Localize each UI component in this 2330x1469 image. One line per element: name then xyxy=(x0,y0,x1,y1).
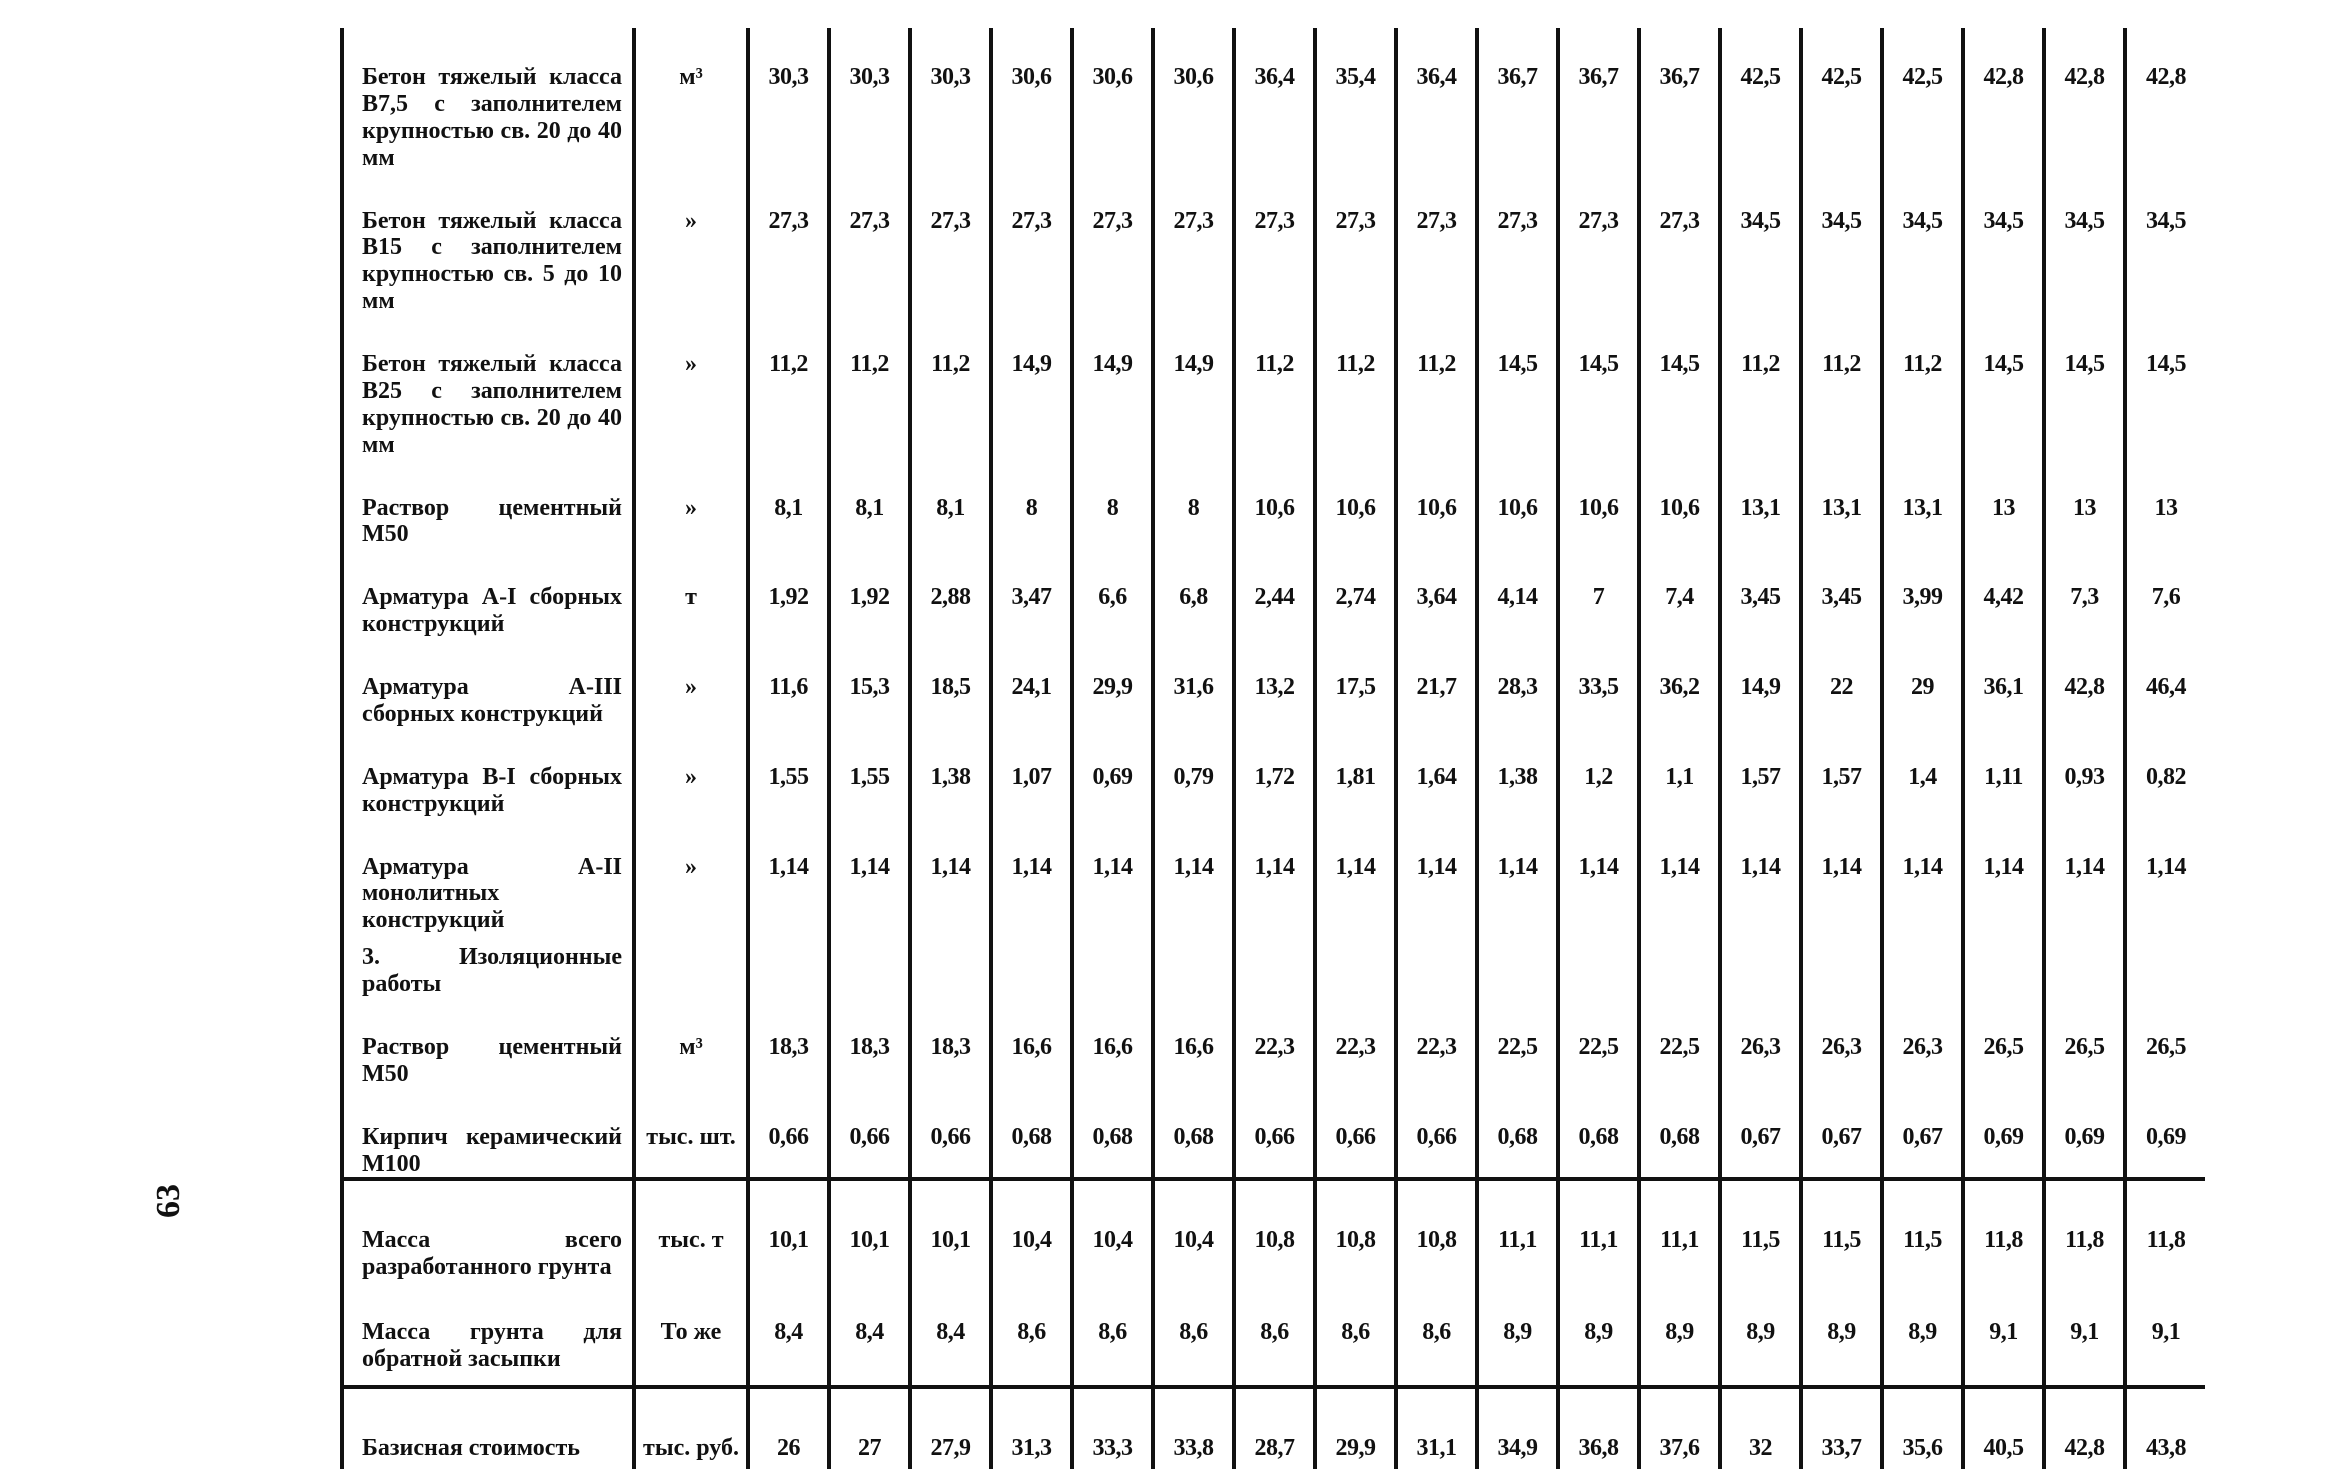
row-unit xyxy=(634,934,748,998)
value-cell: 11,2 xyxy=(1882,315,1963,459)
value-cell: 14,9 xyxy=(991,315,1072,459)
table-row xyxy=(342,1399,2205,1469)
value-cell: 0,66 xyxy=(910,1088,991,1180)
row-name: Арматура А-II монолитных конструкций xyxy=(342,818,634,935)
value-cell xyxy=(748,934,829,998)
value-cell: 14,9 xyxy=(1153,315,1234,459)
value-cell: 0,67 xyxy=(1720,1088,1801,1180)
value-cell: 11,2 xyxy=(1801,315,1882,459)
row-name: Кирпич керамический М100 xyxy=(342,1088,634,1180)
value-cell: 8 xyxy=(1072,459,1153,549)
value-cell: 1,14 xyxy=(1315,818,1396,935)
value-cell: 8,9 xyxy=(1882,1283,1963,1387)
value-cell: 22,5 xyxy=(1477,998,1558,1088)
value-cell: 1,38 xyxy=(1477,728,1558,818)
materials-table xyxy=(340,28,2205,1469)
value-cell: 22,5 xyxy=(1639,998,1720,1088)
value-cell: 27,3 xyxy=(1234,172,1315,316)
value-cell: 0,68 xyxy=(1153,1088,1234,1180)
value-cell: 4,42 xyxy=(1963,548,2044,638)
value-cell: 13,1 xyxy=(1801,459,1882,549)
table-row xyxy=(342,172,2205,316)
value-cell: 0,69 xyxy=(1072,728,1153,818)
value-cell: 13 xyxy=(1963,459,2044,549)
value-cell: 43,8 xyxy=(2125,1399,2205,1469)
value-cell: 8,6 xyxy=(1072,1283,1153,1387)
value-cell: 2,74 xyxy=(1315,548,1396,638)
value-cell: 7,6 xyxy=(2125,548,2205,638)
table-row xyxy=(342,459,2205,549)
value-cell: 26,3 xyxy=(1801,998,1882,1088)
value-cell: 6,8 xyxy=(1153,548,1234,638)
value-cell: 42,5 xyxy=(1882,28,1963,172)
value-cell: 1,14 xyxy=(829,818,910,935)
value-cell: 30,6 xyxy=(1153,28,1234,172)
value-cell: 1,14 xyxy=(1720,818,1801,935)
value-cell: 1,55 xyxy=(748,728,829,818)
value-cell: 22,3 xyxy=(1234,998,1315,1088)
value-cell: 22,3 xyxy=(1396,998,1477,1088)
row-name: Базисная стоимость xyxy=(342,1399,634,1469)
value-cell: 18,3 xyxy=(748,998,829,1088)
value-cell xyxy=(1639,934,1720,998)
value-cell: 7,3 xyxy=(2044,548,2125,638)
value-cell: 42,8 xyxy=(2044,1399,2125,1469)
value-cell: 1,92 xyxy=(748,548,829,638)
table-row xyxy=(342,1283,2205,1387)
value-cell: 14,9 xyxy=(1720,638,1801,728)
value-cell: 13 xyxy=(2125,459,2205,549)
value-cell: 26,5 xyxy=(2125,998,2205,1088)
value-cell: 26,5 xyxy=(1963,998,2044,1088)
row-name: Раствор цементный М50 xyxy=(342,998,634,1088)
value-cell: 27,3 xyxy=(829,172,910,316)
value-cell: 13 xyxy=(2044,459,2125,549)
value-cell: 30,3 xyxy=(829,28,910,172)
row-unit: тыс. шт. xyxy=(634,1088,748,1180)
row-unit: » xyxy=(634,728,748,818)
value-cell: 8,6 xyxy=(1234,1283,1315,1387)
value-cell: 10,1 xyxy=(829,1191,910,1283)
value-cell: 18,5 xyxy=(910,638,991,728)
value-cell: 30,6 xyxy=(991,28,1072,172)
value-cell: 8,1 xyxy=(829,459,910,549)
table-row xyxy=(342,28,2205,172)
value-cell: 0,66 xyxy=(829,1088,910,1180)
row-name: Арматура А-I сборных конструкций xyxy=(342,548,634,638)
value-cell: 0,69 xyxy=(2125,1088,2205,1180)
value-cell: 8,6 xyxy=(991,1283,1072,1387)
value-cell: 10,6 xyxy=(1234,459,1315,549)
value-cell: 1,14 xyxy=(2044,818,2125,935)
value-cell: 26,3 xyxy=(1882,998,1963,1088)
value-cell: 1,14 xyxy=(1153,818,1234,935)
value-cell: 1,72 xyxy=(1234,728,1315,818)
value-cell: 34,5 xyxy=(1720,172,1801,316)
value-cell: 10,1 xyxy=(910,1191,991,1283)
value-cell: 1,57 xyxy=(1720,728,1801,818)
value-cell: 8,4 xyxy=(748,1283,829,1387)
value-cell: 0,67 xyxy=(1801,1088,1882,1180)
value-cell: 0,93 xyxy=(2044,728,2125,818)
value-cell: 13,2 xyxy=(1234,638,1315,728)
value-cell: 1,14 xyxy=(1963,818,2044,935)
value-cell: 1,14 xyxy=(1801,818,1882,935)
value-cell: 26 xyxy=(748,1399,829,1469)
value-cell: 0,69 xyxy=(2044,1088,2125,1180)
value-cell xyxy=(1477,934,1558,998)
row-name: Арматура А-III сборных конструкций xyxy=(342,638,634,728)
value-cell: 14,5 xyxy=(2125,315,2205,459)
value-cell: 1,55 xyxy=(829,728,910,818)
value-cell: 8,6 xyxy=(1396,1283,1477,1387)
value-cell: 1,2 xyxy=(1558,728,1639,818)
value-cell: 6,6 xyxy=(1072,548,1153,638)
value-cell: 27,3 xyxy=(1558,172,1639,316)
value-cell: 3,47 xyxy=(991,548,1072,638)
value-cell: 36,1 xyxy=(1963,638,2044,728)
value-cell: 27,3 xyxy=(1315,172,1396,316)
value-cell: 1,64 xyxy=(1396,728,1477,818)
row-unit: » xyxy=(634,638,748,728)
value-cell: 10,4 xyxy=(1153,1191,1234,1283)
row-name: Масса всего разработанного грунта xyxy=(342,1191,634,1283)
value-cell: 34,5 xyxy=(2044,172,2125,316)
value-cell: 10,8 xyxy=(1315,1191,1396,1283)
value-cell: 31,6 xyxy=(1153,638,1234,728)
value-cell: 0,66 xyxy=(1315,1088,1396,1180)
value-cell: 24,1 xyxy=(991,638,1072,728)
value-cell: 3,64 xyxy=(1396,548,1477,638)
value-cell: 10,6 xyxy=(1477,459,1558,549)
value-cell: 1,81 xyxy=(1315,728,1396,818)
value-cell: 2,88 xyxy=(910,548,991,638)
value-cell xyxy=(1396,934,1477,998)
value-cell xyxy=(991,934,1072,998)
row-name: Раствор цементный М50 xyxy=(342,459,634,549)
value-cell: 28,3 xyxy=(1477,638,1558,728)
value-cell: 27,3 xyxy=(1072,172,1153,316)
row-unit: т xyxy=(634,548,748,638)
value-cell: 11,2 xyxy=(1234,315,1315,459)
row-name: Бетон тяжелый класса В7,5 с заполнителем крупностью св. 20 до 40 мм xyxy=(342,28,634,172)
value-cell: 11,8 xyxy=(2125,1191,2205,1283)
value-cell: 27,3 xyxy=(1639,172,1720,316)
value-cell xyxy=(1072,934,1153,998)
value-cell: 16,6 xyxy=(1153,998,1234,1088)
value-cell: 30,3 xyxy=(910,28,991,172)
value-cell: 46,4 xyxy=(2125,638,2205,728)
value-cell: 42,5 xyxy=(1720,28,1801,172)
value-cell: 1,11 xyxy=(1963,728,2044,818)
value-cell: 0,68 xyxy=(991,1088,1072,1180)
table-body xyxy=(342,28,2205,1469)
value-cell xyxy=(910,934,991,998)
page-number: 63 xyxy=(150,1184,187,1218)
value-cell: 8,4 xyxy=(829,1283,910,1387)
value-cell: 27,3 xyxy=(748,172,829,316)
value-cell: 42,8 xyxy=(2044,28,2125,172)
row-name: Бетон тяжелый класса В25 с заполнителем крупностью св. 20 до 40 мм xyxy=(342,315,634,459)
value-cell: 14,5 xyxy=(1477,315,1558,459)
value-cell: 22,5 xyxy=(1558,998,1639,1088)
value-cell: 0,82 xyxy=(2125,728,2205,818)
row-name: 3. Изоляционные работы xyxy=(342,934,634,998)
row-name: Бетон тяжелый класса В15 с заполнителем крупностью св. 5 до 10 мм xyxy=(342,172,634,316)
value-cell xyxy=(1720,934,1801,998)
value-cell: 1,14 xyxy=(1477,818,1558,935)
value-cell xyxy=(829,934,910,998)
value-cell: 36,4 xyxy=(1234,28,1315,172)
value-cell xyxy=(2125,934,2205,998)
value-cell: 40,5 xyxy=(1963,1399,2044,1469)
value-cell: 0,69 xyxy=(1963,1088,2044,1180)
group-separator xyxy=(342,1387,2205,1399)
value-cell: 8 xyxy=(1153,459,1234,549)
value-cell: 1,14 xyxy=(1558,818,1639,935)
value-cell: 33,3 xyxy=(1072,1399,1153,1469)
value-cell xyxy=(1801,934,1882,998)
value-cell: 10,6 xyxy=(1315,459,1396,549)
row-name: Масса грунта для обратной засыпки xyxy=(342,1283,634,1387)
value-cell: 10,8 xyxy=(1396,1191,1477,1283)
value-cell: 11,5 xyxy=(1801,1191,1882,1283)
value-cell: 27,3 xyxy=(1153,172,1234,316)
value-cell: 10,4 xyxy=(1072,1191,1153,1283)
value-cell: 27,9 xyxy=(910,1399,991,1469)
table-row xyxy=(342,315,2205,459)
value-cell: 1,92 xyxy=(829,548,910,638)
value-cell: 11,6 xyxy=(748,638,829,728)
value-cell: 1,57 xyxy=(1801,728,1882,818)
value-cell: 34,5 xyxy=(1963,172,2044,316)
value-cell: 31,3 xyxy=(991,1399,1072,1469)
value-cell: 0,79 xyxy=(1153,728,1234,818)
value-cell: 11,5 xyxy=(1882,1191,1963,1283)
value-cell: 30,3 xyxy=(748,28,829,172)
value-cell: 37,6 xyxy=(1639,1399,1720,1469)
value-cell: 32 xyxy=(1720,1399,1801,1469)
value-cell: 34,5 xyxy=(1882,172,1963,316)
value-cell: 11,8 xyxy=(2044,1191,2125,1283)
value-cell: 7,4 xyxy=(1639,548,1720,638)
value-cell: 0,66 xyxy=(1396,1088,1477,1180)
value-cell: 33,8 xyxy=(1153,1399,1234,1469)
value-cell: 18,3 xyxy=(829,998,910,1088)
value-cell: 11,2 xyxy=(1315,315,1396,459)
value-cell: 15,3 xyxy=(829,638,910,728)
value-cell: 14,9 xyxy=(1072,315,1153,459)
value-cell: 8,4 xyxy=(910,1283,991,1387)
value-cell: 0,68 xyxy=(1072,1088,1153,1180)
value-cell: 1,14 xyxy=(1882,818,1963,935)
value-cell: 3,45 xyxy=(1801,548,1882,638)
value-cell: 36,7 xyxy=(1558,28,1639,172)
row-unit: » xyxy=(634,459,748,549)
value-cell: 1,14 xyxy=(1396,818,1477,935)
value-cell: 22,3 xyxy=(1315,998,1396,1088)
value-cell: 27,3 xyxy=(1396,172,1477,316)
value-cell: 28,7 xyxy=(1234,1399,1315,1469)
value-cell: 42,8 xyxy=(2125,28,2205,172)
value-cell xyxy=(1315,934,1396,998)
value-cell: 16,6 xyxy=(991,998,1072,1088)
value-cell: 42,8 xyxy=(2044,638,2125,728)
value-cell: 1,14 xyxy=(2125,818,2205,935)
value-cell: 8,6 xyxy=(1153,1283,1234,1387)
row-unit: м³ xyxy=(634,28,748,172)
value-cell: 26,5 xyxy=(2044,998,2125,1088)
row-unit: » xyxy=(634,172,748,316)
value-cell: 11,2 xyxy=(1396,315,1477,459)
value-cell: 42,8 xyxy=(1963,28,2044,172)
value-cell: 34,5 xyxy=(2125,172,2205,316)
value-cell: 21,7 xyxy=(1396,638,1477,728)
value-cell: 9,1 xyxy=(1963,1283,2044,1387)
value-cell: 1,14 xyxy=(1234,818,1315,935)
value-cell: 10,4 xyxy=(991,1191,1072,1283)
value-cell: 36,7 xyxy=(1477,28,1558,172)
value-cell: 34,5 xyxy=(1801,172,1882,316)
value-cell: 36,2 xyxy=(1639,638,1720,728)
row-name: Арматура В-I сборных конструкций xyxy=(342,728,634,818)
value-cell: 0,66 xyxy=(1234,1088,1315,1180)
value-cell: 42,5 xyxy=(1801,28,1882,172)
value-cell: 36,8 xyxy=(1558,1399,1639,1469)
value-cell: 9,1 xyxy=(2044,1283,2125,1387)
value-cell: 1,14 xyxy=(910,818,991,935)
value-cell: 13,1 xyxy=(1720,459,1801,549)
value-cell: 14,5 xyxy=(1639,315,1720,459)
table-row xyxy=(342,548,2205,638)
value-cell: 29,9 xyxy=(1072,638,1153,728)
value-cell: 8,9 xyxy=(1558,1283,1639,1387)
table-row xyxy=(342,638,2205,728)
value-cell: 18,3 xyxy=(910,998,991,1088)
value-cell: 2,44 xyxy=(1234,548,1315,638)
value-cell: 29,9 xyxy=(1315,1399,1396,1469)
value-cell: 8,9 xyxy=(1801,1283,1882,1387)
value-cell: 10,6 xyxy=(1558,459,1639,549)
value-cell: 22 xyxy=(1801,638,1882,728)
value-cell: 11,1 xyxy=(1639,1191,1720,1283)
value-cell: 16,6 xyxy=(1072,998,1153,1088)
value-cell: 10,6 xyxy=(1639,459,1720,549)
value-cell: 11,2 xyxy=(910,315,991,459)
value-cell: 14,5 xyxy=(2044,315,2125,459)
value-cell: 1,14 xyxy=(991,818,1072,935)
row-unit: » xyxy=(634,315,748,459)
row-unit: тыс. т xyxy=(634,1191,748,1283)
value-cell xyxy=(1882,934,1963,998)
value-cell xyxy=(2044,934,2125,998)
value-cell: 33,7 xyxy=(1801,1399,1882,1469)
value-cell: 7 xyxy=(1558,548,1639,638)
table-row xyxy=(342,1191,2205,1283)
value-cell: 1,1 xyxy=(1639,728,1720,818)
value-cell: 17,5 xyxy=(1315,638,1396,728)
value-cell: 8,9 xyxy=(1477,1283,1558,1387)
value-cell: 14,5 xyxy=(1963,315,2044,459)
value-cell: 1,38 xyxy=(910,728,991,818)
value-cell: 8 xyxy=(991,459,1072,549)
value-cell xyxy=(1234,934,1315,998)
value-cell: 36,7 xyxy=(1639,28,1720,172)
value-cell: 1,4 xyxy=(1882,728,1963,818)
value-cell: 35,6 xyxy=(1882,1399,1963,1469)
value-cell: 35,4 xyxy=(1315,28,1396,172)
value-cell: 8,1 xyxy=(910,459,991,549)
value-cell: 8,6 xyxy=(1315,1283,1396,1387)
value-cell: 10,8 xyxy=(1234,1191,1315,1283)
value-cell: 11,1 xyxy=(1558,1191,1639,1283)
value-cell: 11,2 xyxy=(829,315,910,459)
value-cell: 0,68 xyxy=(1639,1088,1720,1180)
value-cell: 0,68 xyxy=(1558,1088,1639,1180)
value-cell: 8,9 xyxy=(1639,1283,1720,1387)
group-separator xyxy=(342,1179,2205,1191)
value-cell: 11,1 xyxy=(1477,1191,1558,1283)
value-cell: 36,4 xyxy=(1396,28,1477,172)
row-unit: м³ xyxy=(634,998,748,1088)
value-cell: 0,68 xyxy=(1477,1088,1558,1180)
value-cell: 11,2 xyxy=(748,315,829,459)
row-unit: тыс. руб. xyxy=(634,1399,748,1469)
table-row xyxy=(342,998,2205,1088)
value-cell: 10,6 xyxy=(1396,459,1477,549)
value-cell: 13,1 xyxy=(1882,459,1963,549)
table-row xyxy=(342,934,2205,998)
value-cell: 11,5 xyxy=(1720,1191,1801,1283)
value-cell: 14,5 xyxy=(1558,315,1639,459)
table-row xyxy=(342,728,2205,818)
value-cell: 29 xyxy=(1882,638,1963,728)
table-row xyxy=(342,818,2205,935)
value-cell: 0,66 xyxy=(748,1088,829,1180)
value-cell: 11,2 xyxy=(1720,315,1801,459)
value-cell: 10,1 xyxy=(748,1191,829,1283)
value-cell: 3,99 xyxy=(1882,548,1963,638)
row-unit: » xyxy=(634,818,748,935)
value-cell: 26,3 xyxy=(1720,998,1801,1088)
value-cell: 11,8 xyxy=(1963,1191,2044,1283)
value-cell xyxy=(1558,934,1639,998)
value-cell xyxy=(1963,934,2044,998)
value-cell: 0,67 xyxy=(1882,1088,1963,1180)
value-cell: 27,3 xyxy=(991,172,1072,316)
value-cell: 27 xyxy=(829,1399,910,1469)
value-cell: 33,5 xyxy=(1558,638,1639,728)
value-cell: 27,3 xyxy=(1477,172,1558,316)
value-cell: 27,3 xyxy=(910,172,991,316)
value-cell: 1,14 xyxy=(1072,818,1153,935)
value-cell xyxy=(1153,934,1234,998)
table-row xyxy=(342,1088,2205,1180)
value-cell: 4,14 xyxy=(1477,548,1558,638)
row-unit: То же xyxy=(634,1283,748,1387)
value-cell: 3,45 xyxy=(1720,548,1801,638)
value-cell: 1,07 xyxy=(991,728,1072,818)
value-cell: 34,9 xyxy=(1477,1399,1558,1469)
value-cell: 8,9 xyxy=(1720,1283,1801,1387)
value-cell: 31,1 xyxy=(1396,1399,1477,1469)
value-cell: 1,14 xyxy=(1639,818,1720,935)
value-cell: 9,1 xyxy=(2125,1283,2205,1387)
value-cell: 8,1 xyxy=(748,459,829,549)
value-cell: 1,14 xyxy=(748,818,829,935)
value-cell: 30,6 xyxy=(1072,28,1153,172)
